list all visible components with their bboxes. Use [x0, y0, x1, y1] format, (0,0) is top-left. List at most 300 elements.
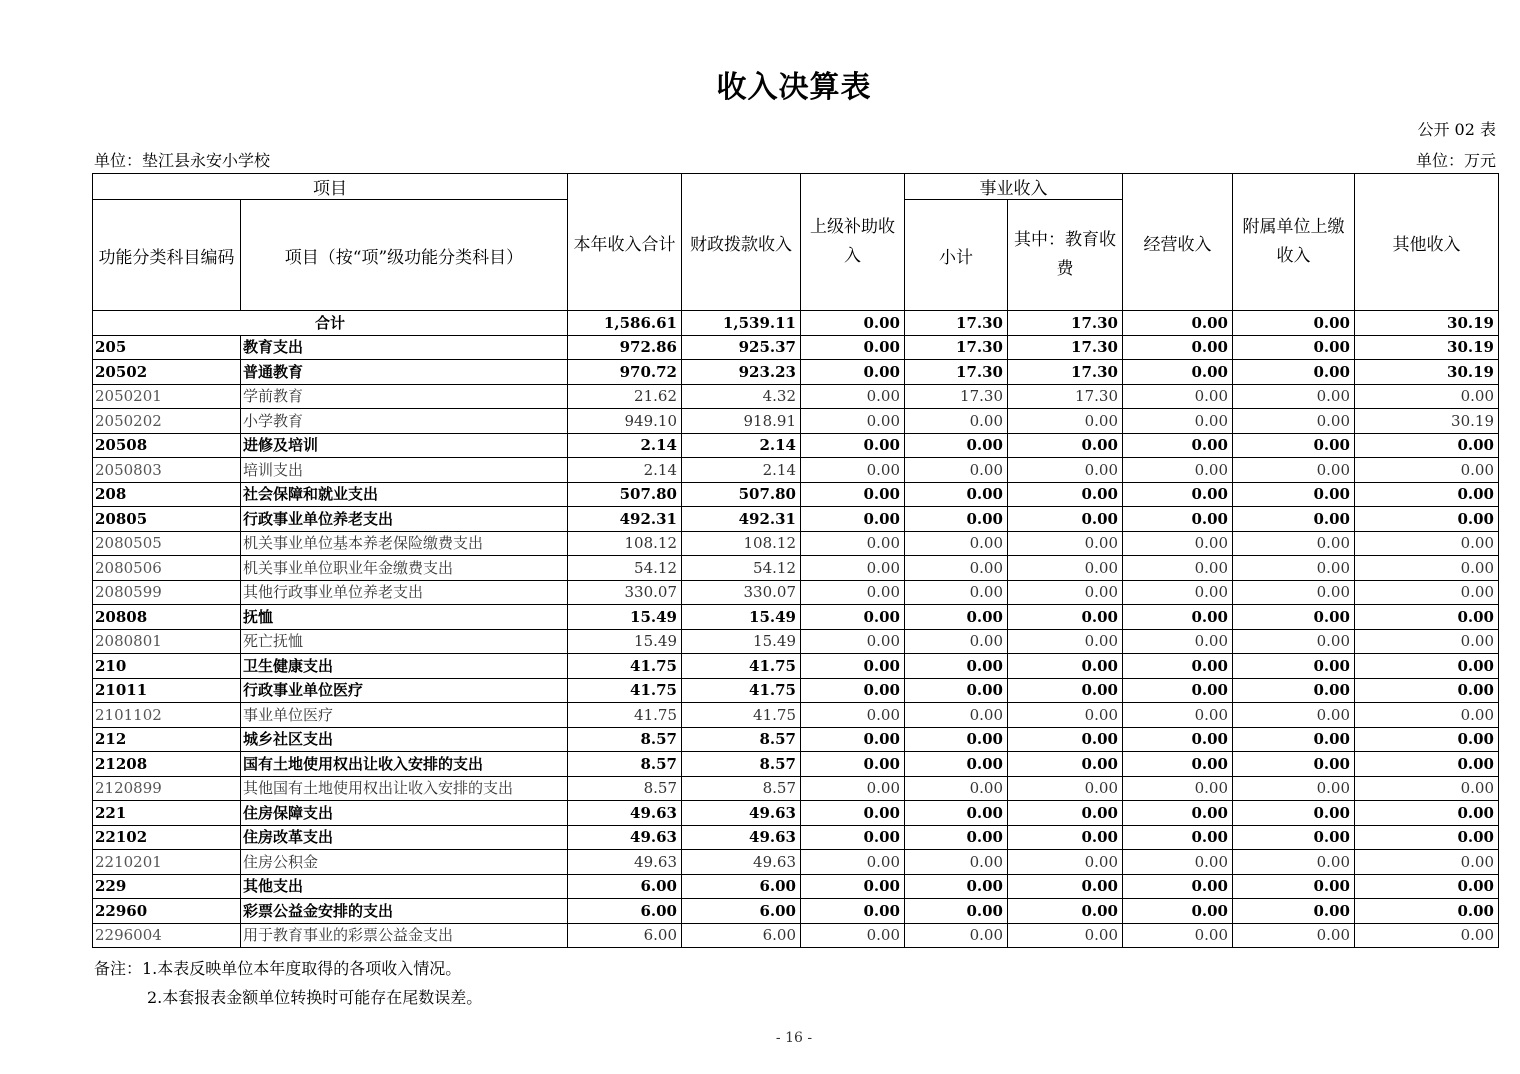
row-value-cell: 0.00 [905, 629, 1008, 654]
row-value-cell: 0.00 [1008, 850, 1123, 875]
row-value-cell: 0.00 [1233, 923, 1355, 948]
row-value-cell: 0.00 [1123, 850, 1233, 875]
row-value-cell: 30.19 [1355, 360, 1499, 385]
row-code: 229 [93, 874, 241, 899]
row-value-cell: 41.75 [568, 703, 682, 728]
header-other: 其他收入 [1355, 174, 1499, 311]
header-fiscal: 财政拨款收入 [682, 174, 801, 311]
row-value-cell: 0.00 [1008, 556, 1123, 581]
header-subtotal: 小计 [905, 200, 1008, 311]
table-row [93, 458, 1499, 483]
row-value-cell: 0.00 [905, 850, 1008, 875]
row-value-cell: 49.63 [568, 801, 682, 826]
row-value-cell: 0.00 [1008, 482, 1123, 507]
row-value-cell: 0.00 [1233, 507, 1355, 532]
row-value-cell: 0.00 [905, 825, 1008, 850]
table-row [93, 752, 1499, 777]
row-code: 2120899 [93, 776, 241, 801]
row-value-cell: 0.00 [801, 384, 905, 409]
row-value-cell: 0.00 [1355, 825, 1499, 850]
row-value-cell: 0.00 [1123, 703, 1233, 728]
row-value-cell: 0.00 [1008, 825, 1123, 850]
row-value-cell: 0.00 [801, 360, 905, 385]
row-value-cell: 0.00 [801, 703, 905, 728]
row-value-cell: 0.00 [801, 531, 905, 556]
table-row [93, 923, 1499, 948]
table-row [93, 727, 1499, 752]
header-total: 本年收入合计 [568, 174, 682, 311]
row-value-cell: 0.00 [801, 482, 905, 507]
row-value-cell: 108.12 [568, 531, 682, 556]
table-row [93, 678, 1499, 703]
row-value-cell: 15.49 [568, 605, 682, 630]
row-value-cell: 0.00 [1008, 409, 1123, 434]
table-row [93, 507, 1499, 532]
row-value-cell: 0.00 [1233, 335, 1355, 360]
row-value-cell: 0.00 [905, 874, 1008, 899]
table-row [93, 335, 1499, 360]
row-code: 221 [93, 801, 241, 826]
row-code: 2296004 [93, 923, 241, 948]
header-item-group: 项目 [93, 174, 568, 200]
row-value-cell: 330.07 [682, 580, 801, 605]
row-code: 2080506 [93, 556, 241, 581]
row-code: 22960 [93, 899, 241, 924]
row-value-cell: 0.00 [905, 923, 1008, 948]
row-value-cell: 0.00 [1233, 482, 1355, 507]
row-value-cell: 0.00 [1123, 482, 1233, 507]
row-value-cell: 41.75 [682, 678, 801, 703]
row-value-cell: 0.00 [1123, 629, 1233, 654]
row-name: 彩票公益金安排的支出 [241, 899, 568, 924]
table-row [93, 776, 1499, 801]
row-value-cell: 17.30 [905, 335, 1008, 360]
row-name: 其他行政事业单位养老支出 [241, 580, 568, 605]
row-value-cell: 0.00 [801, 678, 905, 703]
row-value-cell: 2.14 [568, 433, 682, 458]
row-value-cell: 0.00 [905, 678, 1008, 703]
row-code: 2080505 [93, 531, 241, 556]
total-label: 合计 [93, 311, 568, 336]
page-number: - 16 - [775, 1030, 813, 1046]
row-value-cell: 6.00 [568, 874, 682, 899]
row-value-cell: 0.00 [905, 776, 1008, 801]
row-value-cell: 0.00 [1123, 678, 1233, 703]
row-value-cell: 0.00 [1123, 335, 1233, 360]
row-value-cell: 0.00 [1355, 703, 1499, 728]
row-value-cell: 8.57 [568, 727, 682, 752]
note-2: 2.本套报表金额单位转换时可能存在尾数误差。 [147, 988, 483, 1007]
row-value-cell: 8.57 [568, 776, 682, 801]
row-code: 210 [93, 654, 241, 679]
row-value-cell: 30.19 [1355, 335, 1499, 360]
row-value-cell: 0.00 [801, 776, 905, 801]
row-value-cell: 6.00 [682, 923, 801, 948]
income-table [92, 173, 1499, 948]
header-affiliated: 附属单位上缴收入 [1233, 174, 1355, 311]
row-value-cell: 49.63 [568, 850, 682, 875]
row-value-cell: 15.49 [682, 605, 801, 630]
row-value-cell: 0.00 [1123, 556, 1233, 581]
row-value-cell: 0.00 [1355, 776, 1499, 801]
row-value-cell: 17.30 [905, 384, 1008, 409]
form-number: 公开 02 表 [1417, 120, 1496, 139]
row-value-cell: 0.00 [1123, 360, 1233, 385]
row-value-cell: 0.00 [1355, 654, 1499, 679]
row-value-cell: 0.00 [1233, 752, 1355, 777]
row-value-cell: 0.00 [1355, 801, 1499, 826]
row-name: 行政事业单位养老支出 [241, 507, 568, 532]
row-value-cell: 0.00 [905, 507, 1008, 532]
row-value-cell: 0.00 [1123, 801, 1233, 826]
row-value-cell: 0.00 [801, 850, 905, 875]
row-value-cell: 0.00 [801, 556, 905, 581]
row-code: 21208 [93, 752, 241, 777]
row-value-cell: 0.00 [801, 752, 905, 777]
row-code: 20808 [93, 605, 241, 630]
row-name: 城乡社区支出 [241, 727, 568, 752]
row-value-cell: 0.00 [1123, 384, 1233, 409]
row-value-cell: 17.30 [905, 360, 1008, 385]
table-row [93, 801, 1499, 826]
table-row [93, 850, 1499, 875]
row-value-cell: 0.00 [1123, 458, 1233, 483]
row-value-cell: 0.00 [1233, 409, 1355, 434]
row-value-cell: 0.00 [801, 899, 905, 924]
row-name: 住房保障支出 [241, 801, 568, 826]
row-value-cell: 6.00 [682, 899, 801, 924]
row-value-cell: 49.63 [682, 850, 801, 875]
report-title: 收入决算表 [716, 70, 872, 105]
table-row [93, 825, 1499, 850]
row-value-cell: 0.00 [1008, 580, 1123, 605]
row-value-cell: 0.00 [1008, 654, 1123, 679]
row-value-cell: 0.00 [1008, 433, 1123, 458]
row-value-cell: 0.00 [905, 433, 1008, 458]
row-value-cell: 0.00 [1008, 899, 1123, 924]
row-value-cell: 0.00 [1008, 507, 1123, 532]
row-value-cell: 0.00 [1008, 629, 1123, 654]
row-value-cell: 8.57 [682, 727, 801, 752]
row-code: 212 [93, 727, 241, 752]
row-value-cell: 0.00 [1233, 605, 1355, 630]
row-value-cell: 0.00 [1008, 458, 1123, 483]
row-name: 机关事业单位职业年金缴费支出 [241, 556, 568, 581]
row-value-cell: 925.37 [682, 335, 801, 360]
table-row [93, 874, 1499, 899]
row-value-cell: 972.86 [568, 335, 682, 360]
row-value-cell: 970.72 [568, 360, 682, 385]
row-value-cell: 0.00 [1355, 850, 1499, 875]
row-name: 其他国有土地使用权出让收入安排的支出 [241, 776, 568, 801]
row-value-cell: 0.00 [905, 482, 1008, 507]
row-value-cell: 0.00 [1233, 654, 1355, 679]
row-value-cell: 49.63 [682, 825, 801, 850]
row-name: 机关事业单位基本养老保险缴费支出 [241, 531, 568, 556]
row-value-cell: 918.91 [682, 409, 801, 434]
row-value-cell: 0.00 [1123, 874, 1233, 899]
row-value-cell: 41.75 [568, 678, 682, 703]
total-cell: 0.00 [801, 311, 905, 336]
row-value-cell: 0.00 [905, 752, 1008, 777]
row-value-cell: 0.00 [1355, 556, 1499, 581]
row-value-cell: 0.00 [1233, 727, 1355, 752]
row-name: 普通教育 [241, 360, 568, 385]
row-code: 2050803 [93, 458, 241, 483]
row-value-cell: 49.63 [568, 825, 682, 850]
row-value-cell: 6.00 [568, 923, 682, 948]
total-cell: 1,586.61 [568, 311, 682, 336]
row-value-cell: 0.00 [801, 825, 905, 850]
row-value-cell: 0.00 [1233, 531, 1355, 556]
row-value-cell: 0.00 [1008, 923, 1123, 948]
row-value-cell: 0.00 [1355, 899, 1499, 924]
row-value-cell: 0.00 [1233, 899, 1355, 924]
row-value-cell: 0.00 [1233, 433, 1355, 458]
row-value-cell: 21.62 [568, 384, 682, 409]
row-value-cell: 0.00 [1008, 801, 1123, 826]
note-1: 备注：1.本表反映单位本年度取得的各项收入情况。 [94, 959, 462, 978]
row-code: 205 [93, 335, 241, 360]
row-code: 22102 [93, 825, 241, 850]
row-value-cell: 0.00 [1233, 556, 1355, 581]
row-value-cell: 0.00 [1123, 923, 1233, 948]
row-value-cell: 0.00 [1008, 727, 1123, 752]
header-code: 功能分类科目编码 [93, 200, 241, 311]
row-value-cell: 0.00 [1123, 580, 1233, 605]
row-name: 教育支出 [241, 335, 568, 360]
row-value-cell: 0.00 [905, 899, 1008, 924]
row-value-cell: 0.00 [1008, 605, 1123, 630]
row-name: 抚恤 [241, 605, 568, 630]
row-value-cell: 0.00 [1233, 776, 1355, 801]
row-value-cell: 0.00 [905, 727, 1008, 752]
row-value-cell: 41.75 [568, 654, 682, 679]
row-value-cell: 507.80 [568, 482, 682, 507]
row-value-cell: 0.00 [1123, 727, 1233, 752]
row-value-cell: 2.14 [568, 458, 682, 483]
row-value-cell: 0.00 [1008, 678, 1123, 703]
row-name: 学前教育 [241, 384, 568, 409]
row-value-cell: 0.00 [1123, 409, 1233, 434]
row-value-cell: 0.00 [1008, 703, 1123, 728]
table-row [93, 654, 1499, 679]
row-value-cell: 2.14 [682, 458, 801, 483]
row-value-cell: 0.00 [801, 580, 905, 605]
row-value-cell: 0.00 [1355, 580, 1499, 605]
table-row [93, 605, 1499, 630]
table-row [93, 899, 1499, 924]
row-value-cell: 4.32 [682, 384, 801, 409]
table-body [93, 311, 1499, 948]
row-value-cell: 0.00 [801, 507, 905, 532]
total-cell: 17.30 [1008, 311, 1123, 336]
header-operating: 经营收入 [1123, 174, 1233, 311]
row-value-cell: 0.00 [1355, 727, 1499, 752]
row-value-cell: 17.30 [1008, 335, 1123, 360]
row-name: 小学教育 [241, 409, 568, 434]
row-value-cell: 0.00 [1355, 433, 1499, 458]
row-value-cell: 8.57 [568, 752, 682, 777]
row-value-cell: 507.80 [682, 482, 801, 507]
row-value-cell: 108.12 [682, 531, 801, 556]
row-value-cell: 6.00 [568, 899, 682, 924]
row-value-cell: 492.31 [568, 507, 682, 532]
row-value-cell: 0.00 [1233, 874, 1355, 899]
header-superior: 上级补助收入 [801, 174, 905, 311]
row-value-cell: 0.00 [1355, 384, 1499, 409]
row-value-cell: 0.00 [1123, 507, 1233, 532]
row-code: 2101102 [93, 703, 241, 728]
row-value-cell: 0.00 [1123, 825, 1233, 850]
row-code: 20502 [93, 360, 241, 385]
row-value-cell: 0.00 [905, 580, 1008, 605]
row-value-cell: 0.00 [1123, 605, 1233, 630]
row-value-cell: 0.00 [1355, 678, 1499, 703]
row-code: 2080801 [93, 629, 241, 654]
table-row [93, 360, 1499, 385]
row-value-cell: 0.00 [905, 605, 1008, 630]
row-code: 20805 [93, 507, 241, 532]
row-value-cell: 0.00 [1355, 482, 1499, 507]
row-value-cell: 0.00 [1355, 531, 1499, 556]
row-code: 2080599 [93, 580, 241, 605]
notes [94, 954, 482, 1012]
row-value-cell: 0.00 [801, 629, 905, 654]
row-value-cell: 0.00 [905, 703, 1008, 728]
row-value-cell: 49.63 [682, 801, 801, 826]
header-name: 项目（按“项”级功能分类科目） [241, 200, 568, 311]
row-value-cell: 0.00 [1123, 776, 1233, 801]
row-name: 死亡抚恤 [241, 629, 568, 654]
total-cell: 30.19 [1355, 311, 1499, 336]
row-value-cell: 0.00 [905, 801, 1008, 826]
row-value-cell: 0.00 [905, 531, 1008, 556]
row-name: 用于教育事业的彩票公益金支出 [241, 923, 568, 948]
row-value-cell: 8.57 [682, 776, 801, 801]
row-value-cell: 2.14 [682, 433, 801, 458]
row-code: 208 [93, 482, 241, 507]
row-value-cell: 0.00 [1008, 776, 1123, 801]
row-value-cell: 17.30 [1008, 360, 1123, 385]
unit-currency: 单位：万元 [1415, 151, 1496, 170]
row-value-cell: 949.10 [568, 409, 682, 434]
row-code: 2050201 [93, 384, 241, 409]
row-value-cell: 0.00 [1355, 752, 1499, 777]
row-value-cell: 0.00 [1355, 629, 1499, 654]
row-value-cell: 0.00 [801, 874, 905, 899]
row-value-cell: 923.23 [682, 360, 801, 385]
row-code: 2050202 [93, 409, 241, 434]
unit-organization: 单位：垫江县永安小学校 [94, 151, 271, 170]
row-code: 20508 [93, 433, 241, 458]
row-value-cell: 0.00 [1233, 850, 1355, 875]
row-value-cell: 0.00 [1233, 678, 1355, 703]
table-row [93, 580, 1499, 605]
row-value-cell: 0.00 [1355, 605, 1499, 630]
row-value-cell: 15.49 [682, 629, 801, 654]
row-name: 社会保障和就业支出 [241, 482, 568, 507]
row-value-cell: 0.00 [1123, 752, 1233, 777]
total-row [93, 311, 1499, 336]
total-cell: 1,539.11 [682, 311, 801, 336]
row-value-cell: 41.75 [682, 654, 801, 679]
header-edu-fee: 其中：教育收费 [1008, 200, 1123, 311]
table-row [93, 384, 1499, 409]
row-value-cell: 0.00 [905, 556, 1008, 581]
row-code: 21011 [93, 678, 241, 703]
row-value-cell: 0.00 [1233, 384, 1355, 409]
row-name: 卫生健康支出 [241, 654, 568, 679]
row-name: 其他支出 [241, 874, 568, 899]
row-name: 进修及培训 [241, 433, 568, 458]
row-value-cell: 0.00 [801, 433, 905, 458]
table-row [93, 703, 1499, 728]
row-value-cell: 0.00 [801, 923, 905, 948]
row-name: 住房公积金 [241, 850, 568, 875]
row-value-cell: 0.00 [1233, 825, 1355, 850]
total-cell: 17.30 [905, 311, 1008, 336]
row-value-cell: 0.00 [1008, 874, 1123, 899]
table-row [93, 556, 1499, 581]
row-value-cell: 0.00 [1233, 629, 1355, 654]
row-value-cell: 0.00 [801, 458, 905, 483]
row-value-cell: 0.00 [1123, 531, 1233, 556]
row-value-cell: 0.00 [1233, 458, 1355, 483]
row-name: 住房改革支出 [241, 825, 568, 850]
row-value-cell: 0.00 [1233, 580, 1355, 605]
row-name: 行政事业单位医疗 [241, 678, 568, 703]
table-row [93, 531, 1499, 556]
row-value-cell: 0.00 [1008, 531, 1123, 556]
row-value-cell: 0.00 [1355, 874, 1499, 899]
table-row [93, 482, 1499, 507]
row-value-cell: 30.19 [1355, 409, 1499, 434]
row-value-cell: 15.49 [568, 629, 682, 654]
header-business-group: 事业收入 [905, 174, 1123, 200]
row-name: 培训支出 [241, 458, 568, 483]
table-row [93, 629, 1499, 654]
total-cell: 0.00 [1123, 311, 1233, 336]
row-value-cell: 0.00 [1008, 752, 1123, 777]
total-cell: 0.00 [1233, 311, 1355, 336]
row-value-cell: 0.00 [1123, 654, 1233, 679]
row-value-cell: 41.75 [682, 703, 801, 728]
row-value-cell: 0.00 [1233, 801, 1355, 826]
row-value-cell: 6.00 [682, 874, 801, 899]
row-value-cell: 8.57 [682, 752, 801, 777]
row-name: 国有土地使用权出让收入安排的支出 [241, 752, 568, 777]
row-value-cell: 0.00 [801, 654, 905, 679]
row-value-cell: 330.07 [568, 580, 682, 605]
row-value-cell: 0.00 [1123, 433, 1233, 458]
row-value-cell: 0.00 [801, 605, 905, 630]
row-value-cell: 54.12 [568, 556, 682, 581]
row-value-cell: 0.00 [905, 458, 1008, 483]
row-value-cell: 17.30 [1008, 384, 1123, 409]
row-value-cell: 492.31 [682, 507, 801, 532]
row-value-cell: 54.12 [682, 556, 801, 581]
table-header [93, 174, 1499, 311]
row-value-cell: 0.00 [1355, 507, 1499, 532]
row-value-cell: 0.00 [801, 801, 905, 826]
table-row [93, 409, 1499, 434]
table-row [93, 433, 1499, 458]
row-value-cell: 0.00 [905, 654, 1008, 679]
row-value-cell: 0.00 [801, 335, 905, 360]
row-value-cell: 0.00 [905, 409, 1008, 434]
row-value-cell: 0.00 [1355, 458, 1499, 483]
